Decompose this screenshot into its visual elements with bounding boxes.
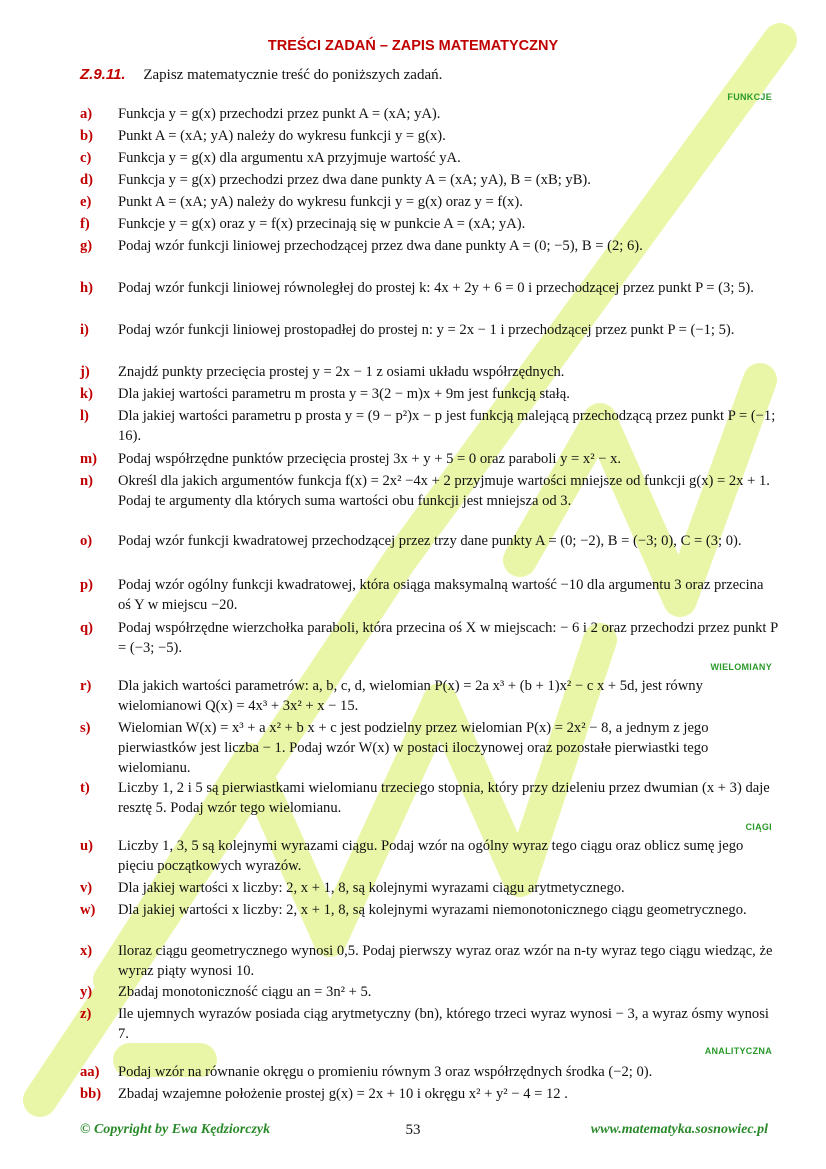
- item-text: Ile ujemnych wyrazów posiada ciąg arytmetyczny (bn), którego trzeci wyraz wynosi − 3, a wyraz ósmy wynosi 7.: [118, 1006, 769, 1042]
- item-text: Dla jakich wartości parametrów: a, b, c, d, wielomian P(x) = 2a x³ + (b + 1)x² − c x + 5d, jest równy wielomianowi Q(x) = 4x³ + 3x² + x − 15.: [118, 678, 703, 714]
- item-text: Podaj wzór funkcji liniowej równoległej do prostej k: 4x + 2y + 6 = 0 i przechodzącej przez punkt P = (3; 5).: [118, 280, 754, 296]
- item-label: o): [80, 533, 93, 549]
- page-number: 53: [405, 1122, 421, 1138]
- item-label: n): [80, 473, 93, 489]
- item-text: Podaj wzór funkcji kwadratowej przechodzącej przez trzy dane punkty A = (0; −2), B = (−3; 0), C = (3; 0).: [118, 533, 742, 549]
- item-label: r): [80, 678, 92, 694]
- footer-website-link[interactable]: www.matematyka.sosnowiec.pl: [590, 1122, 768, 1137]
- item-text: Punkt A = (xA; yA) należy do wykresu funkcji y = g(x) oraz y = f(x).: [118, 194, 523, 210]
- item-label: g): [80, 238, 93, 254]
- item-text: Funkcje y = g(x) oraz y = f(x) przecinają się w punkcie A = (xA; yA).: [118, 216, 526, 232]
- item-text: Dla jakiej wartości parametru m prosta y = 3(2 − m)x + 9m jest funkcją stałą.: [118, 386, 570, 402]
- item-label: w): [80, 902, 96, 918]
- item-label: l): [80, 408, 89, 424]
- item-text: Podaj wzór ogólny funkcji kwadratowej, która osiąga maksymalną wartość −10 dla argumentu 3 oraz przecina oś Y w miejscu −20.: [118, 577, 764, 613]
- item-label: i): [80, 322, 89, 338]
- page-header-title: TREŚCI ZADAŃ – ZAPIS MATEMATYCZNY: [267, 38, 559, 54]
- category-ciagi: CIĄGI: [745, 822, 772, 832]
- item-text: Zbadaj monotoniczność ciągu an = 3n² + 5.: [118, 984, 372, 1000]
- item-label: d): [80, 172, 93, 188]
- category-analityczna: ANALITYCZNA: [704, 1046, 772, 1056]
- item-text: Iloraz ciągu geometrycznego wynosi 0,5. Podaj pierwszy wyraz oraz wzór na n-ty wyraz tego ciągu wiedząc, że wyraz piąty wynosi 10.: [118, 943, 773, 979]
- item-text: Dla jakiej wartości x liczby: 2, x + 1, 8, są kolejnymi wyrazami niemonotonicznego ciągu geometrycznego.: [118, 902, 747, 918]
- item-text: Wielomian W(x) = x³ + a x² + b x + c jest podzielny przez wielomian P(x) = 2x² − 8, a jednym z jego pierwiastków jest liczba − 1. Podaj wzór W(x) w postaci iloczynowej oraz pozostałe pierwiastki tego wielomianu.: [118, 720, 709, 776]
- category-funkcje: FUNKCJE: [727, 92, 772, 102]
- item-label: m): [80, 451, 98, 467]
- item-text: Zbadaj wzajemne położenie prostej g(x) = 2x + 10 i okręgu x² + y² − 4 = 12 .: [118, 1086, 568, 1102]
- item-label: q): [80, 620, 93, 636]
- task-intro: [80, 66, 442, 84]
- item-label: s): [80, 720, 91, 736]
- item-label: a): [80, 106, 93, 122]
- item-text: Podaj współrzędne punktów przecięcia prostej 3x + y + 5 = 0 oraz paraboli y = x² − x.: [118, 451, 622, 467]
- footer-copyright: © Copyright by Ewa Kędziorczyk: [80, 1122, 271, 1137]
- item-text: Podaj wzór funkcji liniowej przechodzącej przez dwa dane punkty A = (0; −5), B = (2; 6).: [118, 238, 643, 254]
- task-instruction: Zapisz matematycznie treść do poniższych zadań.: [143, 67, 443, 83]
- item-label: p): [80, 577, 93, 593]
- item-label: aa): [80, 1064, 100, 1080]
- item-label: k): [80, 386, 93, 402]
- item-text: Podaj współrzędne wierzchołka paraboli, która przecina oś X w miejscach: − 6 i 2 oraz przechodzi przez punkt P = (−3; −5).: [118, 620, 778, 656]
- item-text: Funkcja y = g(x) dla argumentu xA przyjmuje wartość yA.: [118, 150, 461, 166]
- item-label: z): [80, 1006, 92, 1022]
- item-label: e): [80, 194, 92, 210]
- item-text: Funkcja y = g(x) przechodzi przez punkt A = (xA; yA).: [118, 106, 441, 122]
- item-label: f): [80, 216, 90, 232]
- item-label: v): [80, 880, 93, 896]
- item-text: Podaj wzór funkcji liniowej prostopadłej do prostej n: y = 2x − 1 i przechodzącej przez punkt P = (−1; 5).: [118, 322, 735, 338]
- item-label: t): [80, 780, 90, 796]
- item-text: Znajdź punkty przecięcia prostej y = 2x − 1 z osiami układu współrzędnych.: [118, 364, 565, 380]
- item-text: Funkcja y = g(x) przechodzi przez dwa dane punkty A = (xA; yA), B = (xB; yB).: [118, 172, 591, 188]
- item-text: Liczby 1, 2 i 5 są pierwiastkami wielomianu trzeciego stopnia, który przy dzieleniu przez dwumian (x + 3) daje resztę 5. Podaj wzór tego wielomianu.: [118, 780, 770, 816]
- item-text: Dla jakiej wartości x liczby: 2, x + 1, 8, są kolejnymi wyrazami ciągu arytmetycznego.: [118, 880, 625, 896]
- item-label: bb): [80, 1086, 102, 1102]
- item-label: y): [80, 984, 93, 1000]
- category-wielomiany: WIELOMIANY: [710, 662, 772, 672]
- task-number: Z.9.11.: [80, 66, 126, 83]
- item-label: c): [80, 150, 92, 166]
- item-text: Określ dla jakich argumentów funkcja f(x) = 2x² −4x + 2 przyjmuje wartości mniejsze od funkcji g(x) = 2x + 1. Podaj te argumenty dla których suma wartości obu funkcji jest mniejsza od 3.: [118, 473, 770, 509]
- item-label: u): [80, 838, 93, 854]
- item-label: j): [80, 364, 90, 380]
- item-label: b): [80, 128, 93, 144]
- item-label: x): [80, 943, 93, 959]
- item-text: Dla jakiej wartości parametru p prosta y = (9 − p²)x − p jest funkcją malejącą przechodzącą przez punkt P = (−1; 16).: [118, 408, 776, 444]
- item-text: Podaj wzór na równanie okręgu o promieniu równym 3 oraz współrzędnych środka (−2; 0).: [118, 1064, 653, 1080]
- item-label: h): [80, 280, 93, 296]
- item-text: Punkt A = (xA; yA) należy do wykresu funkcji y = g(x).: [118, 128, 446, 144]
- item-text: Liczby 1, 3, 5 są kolejnymi wyrazami ciągu. Podaj wzór na ogólny wyraz tego ciągu oraz oblicz sumę jego pięciu początkowych wyrazów.: [118, 838, 744, 874]
